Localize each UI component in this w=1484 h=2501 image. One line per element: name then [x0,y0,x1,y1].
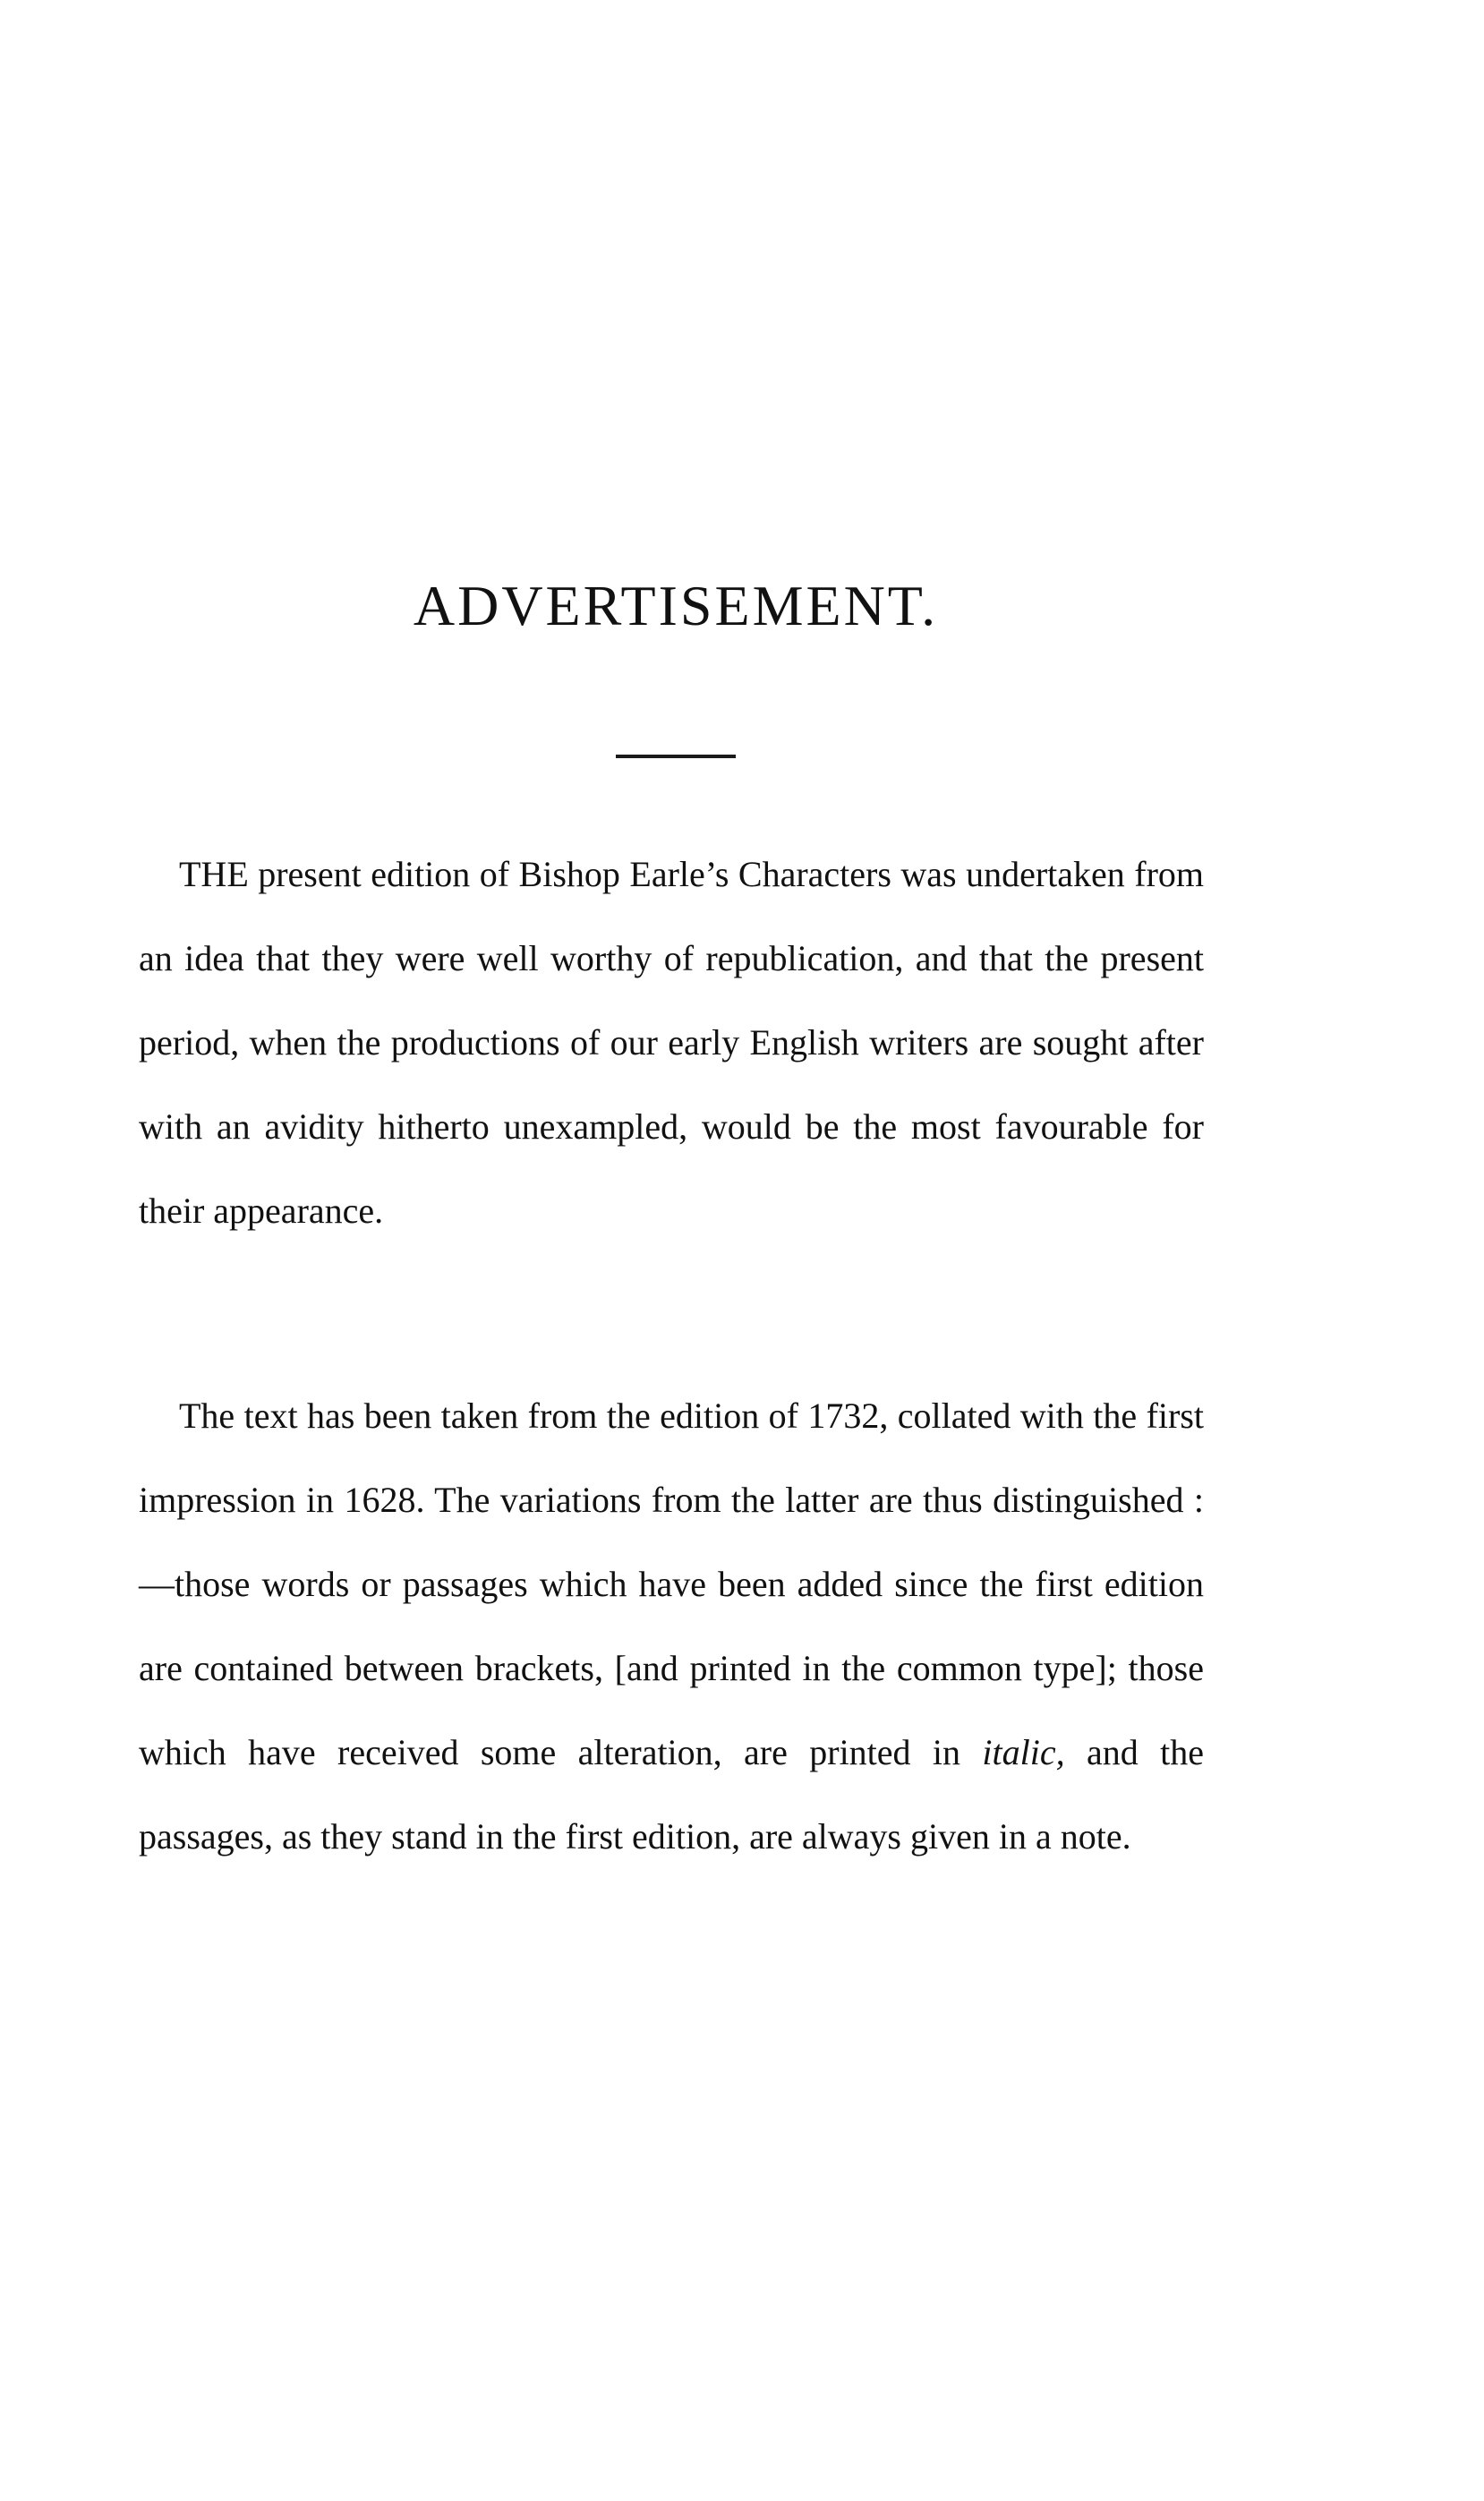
paragraph-2-italic-word: italic, [982,1732,1065,1772]
paragraph-2 [139,1374,1204,1879]
page-title: ADVERTISEMENT. [413,574,939,637]
paragraph-1 [139,832,1204,1253]
paragraph-2-text-after: and the passages, as they stand in the first edition, are always given in a note. [139,1732,1205,1857]
paragraph-1-text: THE present edition of Bishop Earle’s Characters was undertaken from an idea that they were well worthy of republication, and that the present period, when the productions of our early English writers are sought after with an avidity hitherto unexampled, would be the most favourable for their appearance. [139,854,1204,1231]
paragraph-2-text-before: The text has been taken from the edition of 1732, collated with the first impression in 1628. The variations from the latter are thus distinguished :—those words or passages which have been added since the first edition are contained between brackets, [and printed in the common type]; those which have received some alteration, are printed in [139,1396,1204,1772]
title-rule-divider [616,755,736,758]
scan-speck [36,2453,107,2480]
